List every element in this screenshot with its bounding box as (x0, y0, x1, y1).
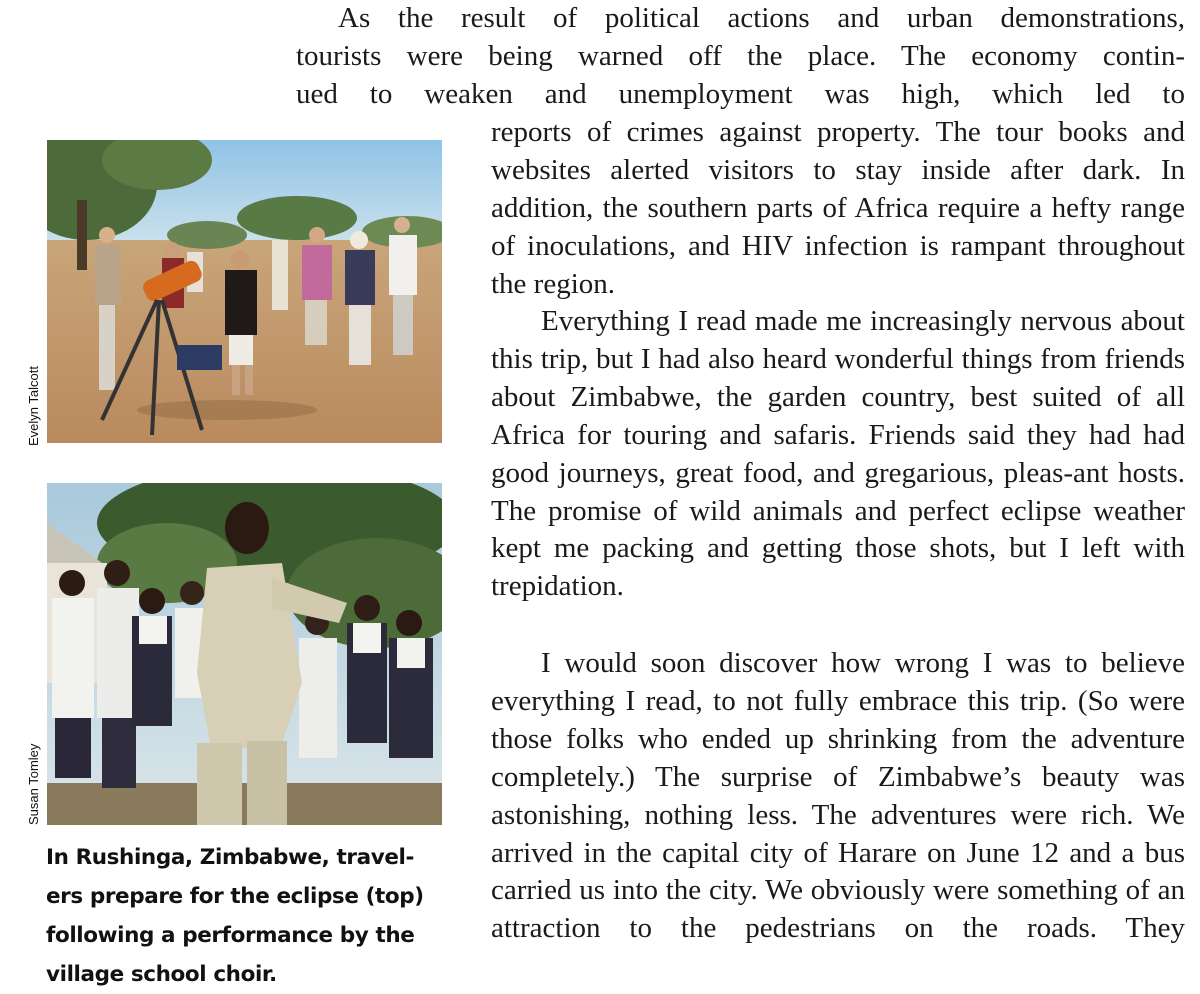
photo-credit-top: Evelyn Talcott (26, 366, 41, 446)
school-choir-photo (47, 483, 442, 825)
photo-credit-bottom: Susan Tomley (26, 743, 41, 825)
eclipse-travelers-illustration (47, 140, 442, 443)
article-paragraph-3: I would soon discover how wrong I was to believe everything I read, to not fully embrace this trip. (So were those folks who ended up shrinking from the adventure completely.) The surprise of Zimbabwe’s beauty was astonishing, nothing less. The adventures were rich. We arrived in the capital city of Harare on June 12 and a bus carried us into the city. We obviously were something of an attraction to the pedestrians on the roads. They (491, 647, 1185, 945)
article-line: tourists were being warned off the place. The economy contin- (296, 39, 1185, 72)
photo-caption (46, 838, 446, 994)
caption-line: ers prepare for the eclipse (top) (46, 884, 424, 909)
caption-line: following a performance by the (46, 923, 415, 948)
article-paragraph-2: Everything I read made me increasingly nervous about this trip, but I had also heard wonderful things from friends about Zimbabwe, the garden country, best suited of all Africa for touring and safaris. Friends said they had had good journeys, great food, and gregarious, pleas-ant hosts. The promise of wild animals and perfect eclipse weather kept me packing and getting those shots, but I left with trepidation. (491, 305, 1185, 603)
article-paragraph-1: reports of crimes against property. The tour books and websites alerted visitors to stay inside after dark. In addition, the southern parts of Africa require a hefty range of inoculations, and HIV infection is rampant throughout the region. (491, 116, 1185, 300)
article-line: As the result of political actions and urban demonstrations, (338, 2, 1185, 34)
school-choir-illustration (47, 483, 442, 825)
caption-line: village school choir. (46, 962, 277, 987)
article-line: ued to weaken and unemployment was high, which led to (296, 77, 1185, 110)
eclipse-travelers-photo (47, 140, 442, 443)
article-intro-lines (296, 0, 1185, 114)
caption-line: In Rushinga, Zimbabwe, travel- (46, 845, 415, 870)
